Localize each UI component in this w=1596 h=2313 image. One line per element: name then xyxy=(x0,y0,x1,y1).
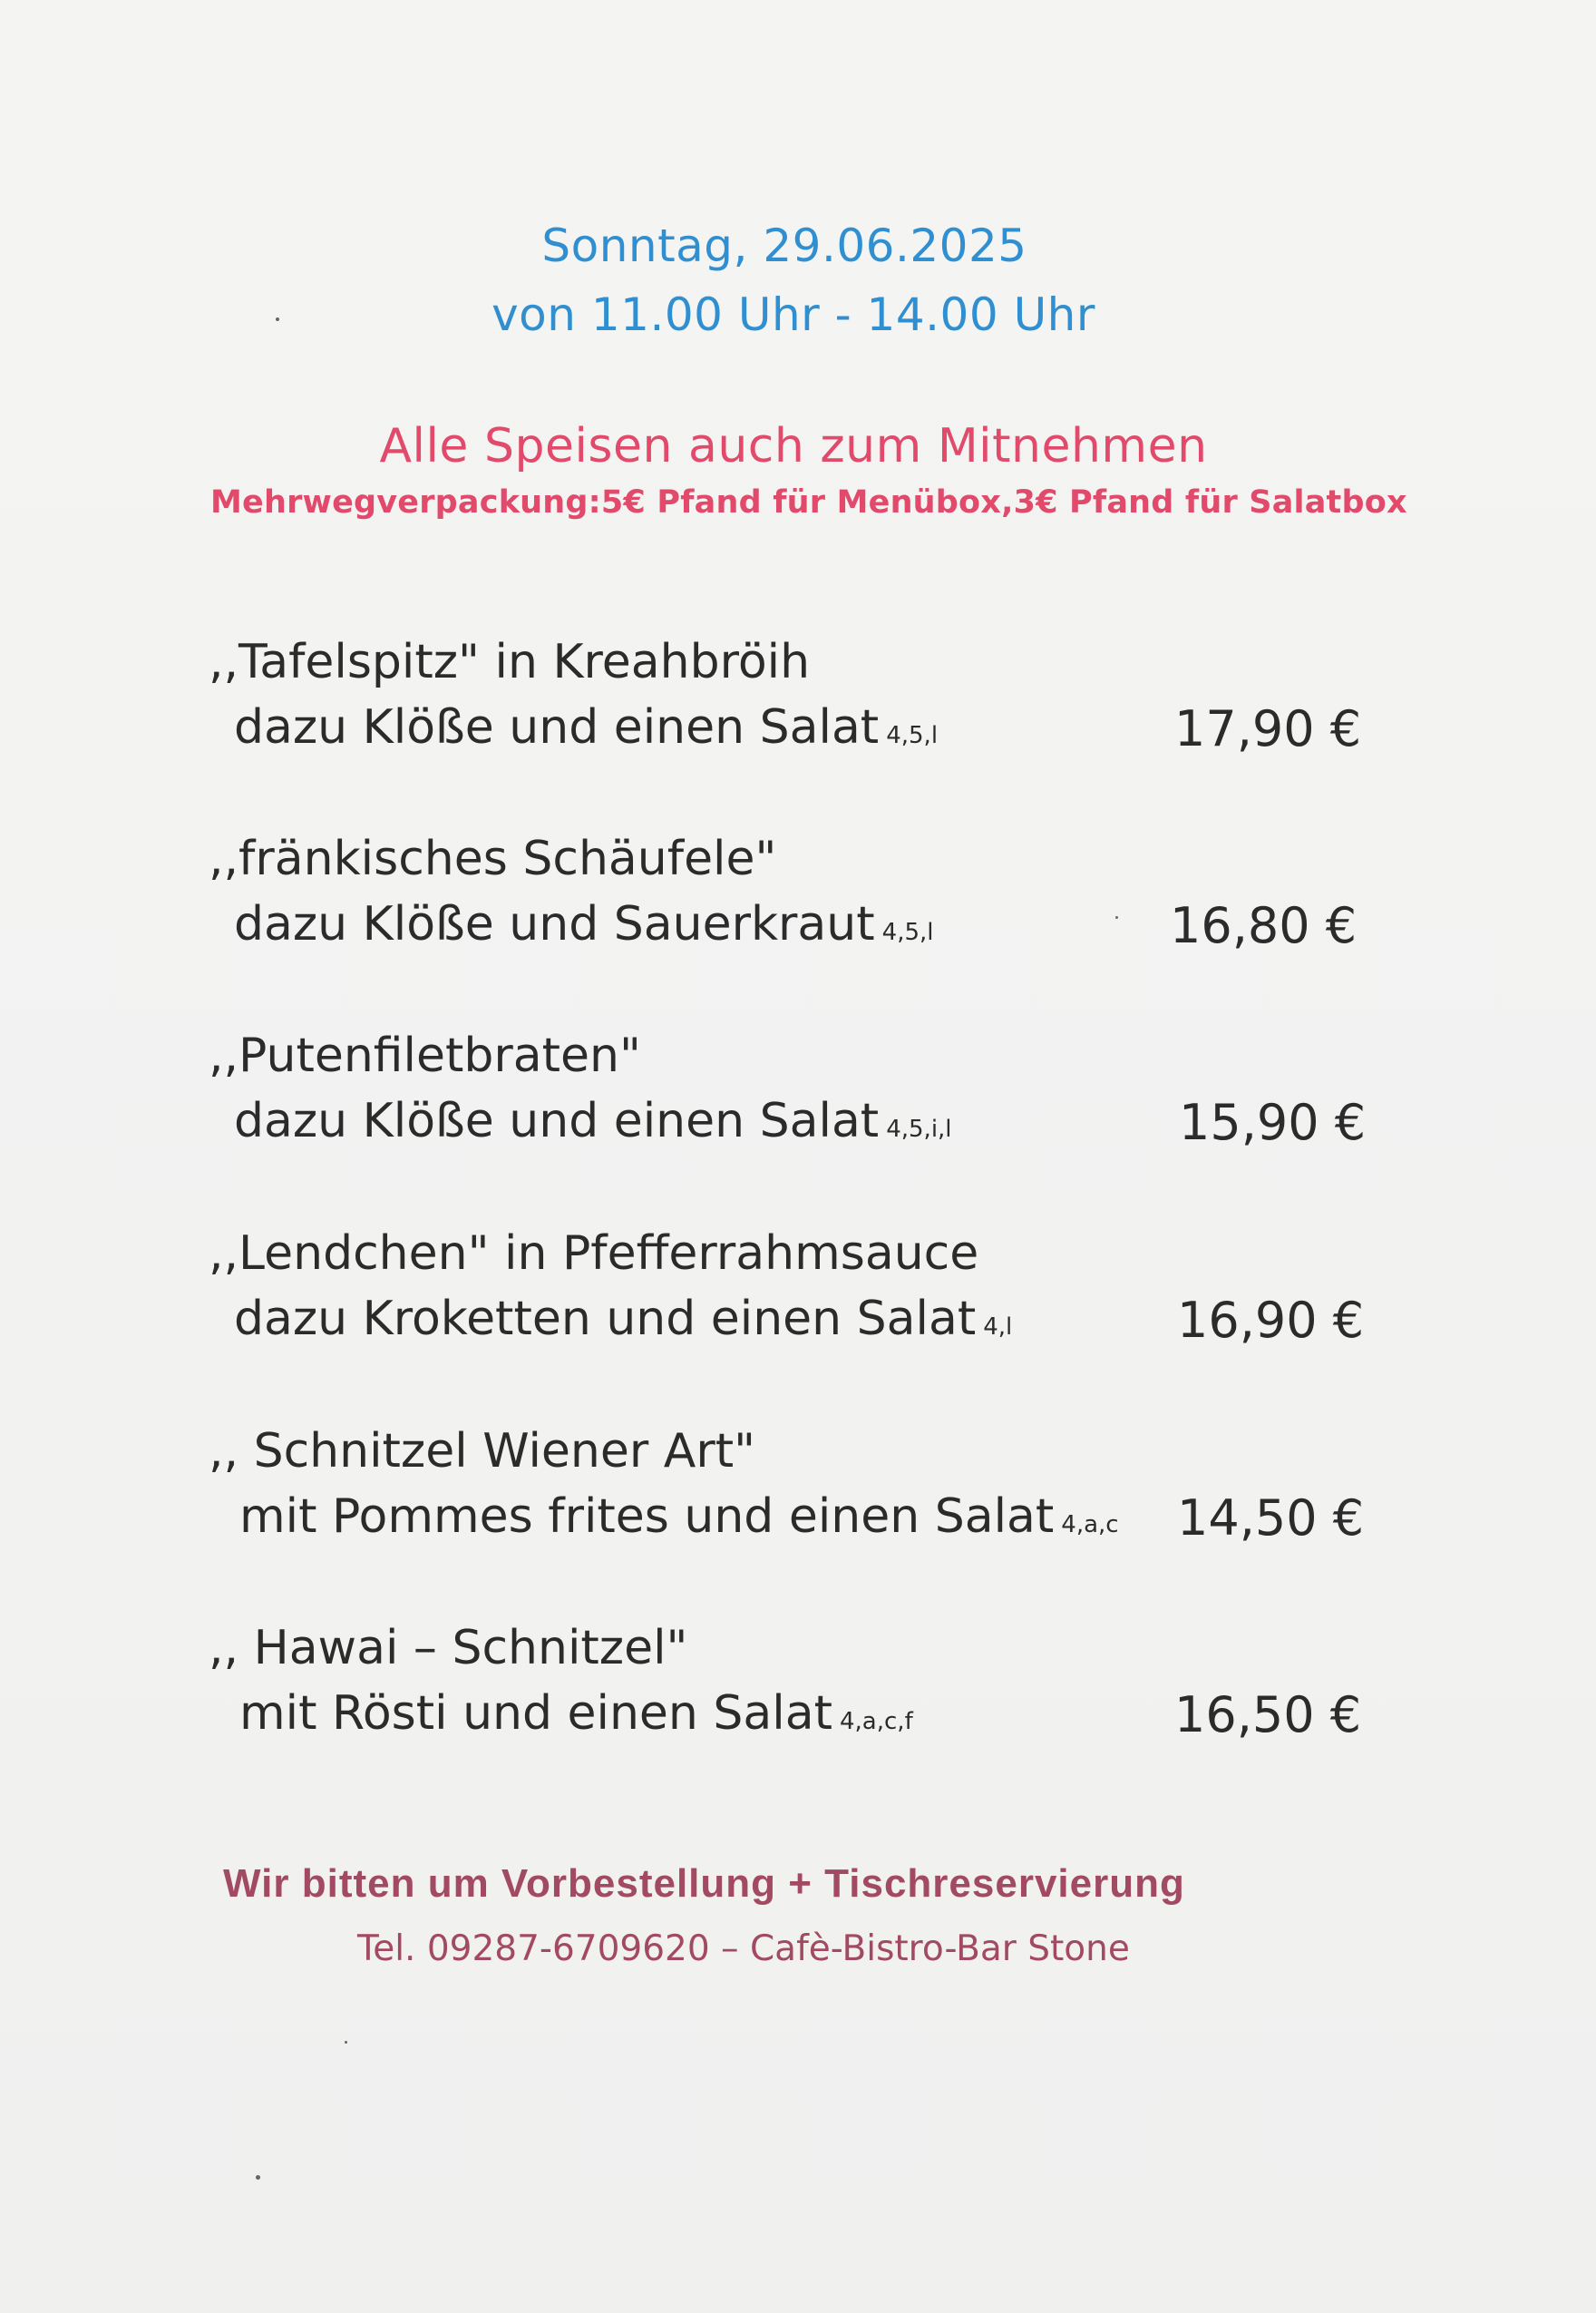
menu-item-description-text: mit Pommes frites und einen Salat xyxy=(239,1489,1055,1544)
paper-speck xyxy=(1115,916,1118,919)
paper-speck xyxy=(345,2041,347,2044)
paper-speck xyxy=(276,317,279,321)
menu-item-description-text: dazu Kroketten und einen Salat xyxy=(234,1292,977,1346)
contact-line: Tel. 09287-6709620 – Cafè-Bistro-Bar Stone xyxy=(357,1928,1130,1969)
menu-item-price: 16,80 € xyxy=(1170,897,1358,954)
menu-item-name: ,,Putenfiletbraten" xyxy=(209,1029,641,1083)
menu-item-description xyxy=(234,700,938,755)
menu-item-allergens: 4,l xyxy=(983,1313,1013,1341)
menu-item-description xyxy=(234,1292,1012,1346)
menu-item-name: ,, Schnitzel Wiener Art" xyxy=(209,1424,756,1479)
menu-item-allergens: 4,5,l xyxy=(886,722,939,749)
menu-item xyxy=(209,1029,1387,1174)
menu-item-price: 15,90 € xyxy=(1179,1094,1367,1151)
menu-item-description-text: dazu Klöße und einen Salat xyxy=(234,1094,880,1148)
takeaway-deposit-note: Mehrwegverpackung:5€ Pfand für Menübox,3€ Pfand für Salatbox xyxy=(210,484,1407,521)
menu-item-name: ,,Tafelspitz" in Kreahbröih xyxy=(209,635,811,689)
menu-item-description-text: dazu Klöße und einen Salat xyxy=(234,700,880,755)
menu-item-price: 14,50 € xyxy=(1177,1489,1365,1547)
event-time: von 11.00 Uhr - 14.00 Uhr xyxy=(491,288,1095,341)
paper-speck xyxy=(256,2175,260,2180)
menu-item-price: 16,50 € xyxy=(1174,1686,1362,1743)
menu-item-allergens: 4,5,l xyxy=(881,919,934,946)
event-date: Sonntag, 29.06.2025 xyxy=(541,220,1027,272)
menu-item xyxy=(209,1621,1387,1766)
menu-item-description xyxy=(234,1094,952,1148)
menu-item xyxy=(209,1424,1387,1569)
menu-item-allergens: 4,5,i,l xyxy=(886,1116,952,1143)
menu-item-description xyxy=(234,897,934,952)
menu-item-name: ,,Lendchen" in Pfefferrahmsauce xyxy=(209,1226,979,1281)
takeaway-title: Alle Speisen auch zum Mitnehmen xyxy=(379,419,1208,473)
menu-item xyxy=(209,635,1387,780)
menu-item-name: ,,fränkisches Schäufele" xyxy=(209,832,777,886)
menu-item-allergens: 4,a,c,f xyxy=(840,1708,913,1735)
menu-item xyxy=(209,832,1387,977)
menu-item-description-text: mit Rösti und einen Salat xyxy=(239,1686,832,1741)
menu-item-price: 17,90 € xyxy=(1174,700,1362,757)
menu-item-description xyxy=(239,1686,913,1741)
menu-item-name: ,, Hawai – Schnitzel" xyxy=(209,1621,688,1675)
menu-item-description xyxy=(239,1489,1119,1544)
menu-item-price: 16,90 € xyxy=(1177,1292,1365,1349)
menu-item-allergens: 4,a,c xyxy=(1061,1511,1119,1538)
menu-item xyxy=(209,1226,1387,1371)
menu-item-description-text: dazu Klöße und Sauerkraut xyxy=(234,897,875,952)
reservation-note: Wir bitten um Vorbestellung + Tischreservierung xyxy=(223,1861,1185,1906)
